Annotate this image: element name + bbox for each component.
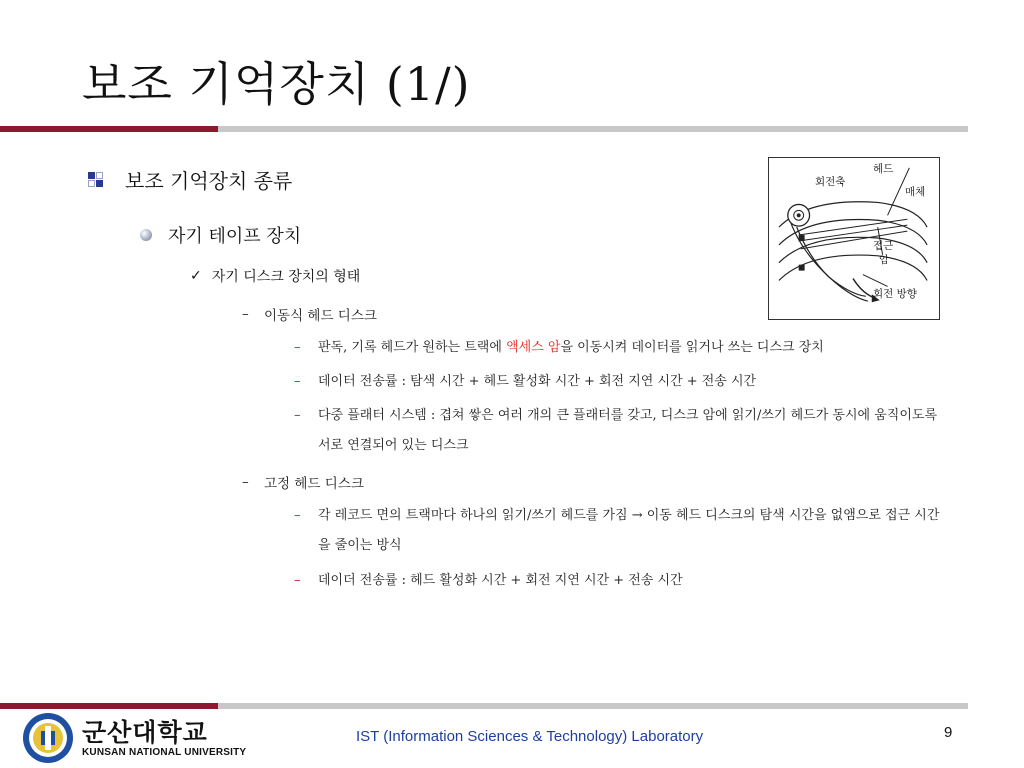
footer-lab-name: IST (Information Sciences & Technology) Laboratory bbox=[356, 728, 704, 745]
university-name bbox=[82, 719, 246, 758]
section-heading-fixed-head bbox=[242, 472, 364, 492]
bullet-level1-text: 보조 기억장치 종류 bbox=[125, 169, 293, 193]
highlight-access-arm: 액세스 암 bbox=[506, 340, 561, 355]
diagram-label-spindle: 회전축 bbox=[815, 176, 846, 188]
dash-bullet: – bbox=[242, 474, 249, 490]
bullet-level2 bbox=[140, 222, 301, 248]
title-divider-accent bbox=[0, 126, 218, 132]
square-bullet-icon bbox=[88, 172, 103, 187]
slide-title: 보조 기억장치 (1/) bbox=[82, 57, 471, 111]
dash-bullet: – bbox=[294, 340, 301, 355]
bullet-level3 bbox=[190, 266, 360, 286]
diagram-label-media: 매체 bbox=[905, 186, 926, 198]
university-name-korean: 군산대학교 bbox=[82, 717, 208, 747]
section-heading-text: 고정 헤드 디스크 bbox=[264, 476, 364, 492]
text-part: 판독, 기록 헤드가 원하는 트랙에 bbox=[318, 340, 507, 355]
dash-bullet: – bbox=[294, 573, 301, 588]
bullet-level3-text: 자기 디스크 장치의 형태 bbox=[211, 269, 361, 285]
title-divider bbox=[0, 126, 968, 132]
footer-divider-accent bbox=[0, 703, 218, 709]
university-seal-icon bbox=[22, 712, 74, 764]
dash-bullet: – bbox=[294, 408, 301, 423]
list-item-text: 데이더 전송률 : 헤드 활성화 시간 + 회전 지연 시간 + 전송 시간 bbox=[318, 573, 683, 588]
bullet-level2-text: 자기 테이프 장치 bbox=[168, 226, 302, 247]
checkmark-icon: ✓ bbox=[190, 268, 202, 284]
dash-bullet: – bbox=[242, 306, 249, 322]
diagram-label-head: 헤드 bbox=[873, 163, 894, 175]
page-number: 9 bbox=[944, 724, 953, 741]
disk-diagram bbox=[768, 157, 940, 320]
diagram-label-arm-2: 암 bbox=[879, 254, 890, 266]
list-item-text: 다중 플래터 시스템 : 겹쳐 쌓은 여러 개의 큰 플래터를 갖고, 디스크 암에 읽기/쓰기 헤드가 동시에 움직이도록 서로 연결되어 있는 디스크 bbox=[318, 408, 938, 453]
list-item-text bbox=[318, 333, 950, 363]
round-bullet-icon bbox=[140, 229, 152, 241]
text-part: 을 이동시켜 데이터를 읽거나 쓰는 디스크 장치 bbox=[560, 340, 824, 355]
section-heading-text: 이동식 헤드 디스크 bbox=[264, 308, 377, 324]
list-item-text: 각 레코드 면의 트랙마다 하나의 읽기/쓰기 헤드를 가짐 → 이동 헤드 디스크의 탐색 시간을 없앰으로 접근 시간을 줄이는 방식 bbox=[318, 508, 940, 553]
university-logo bbox=[22, 712, 246, 764]
list-item-text: 데이터 전송률 : 탐색 시간 + 헤드 활성화 시간 + 회전 지연 시간 + 전송 시간 bbox=[318, 374, 757, 389]
university-name-english: KUNSAN NATIONAL UNIVERSITY bbox=[82, 746, 247, 758]
bullet-level1 bbox=[88, 165, 292, 194]
dash-bullet: – bbox=[294, 508, 301, 523]
section-heading-moving-head bbox=[242, 304, 377, 324]
footer-divider bbox=[0, 703, 968, 709]
dash-bullet: – bbox=[294, 374, 301, 389]
diagram-label-rotation: 회전 방향 bbox=[873, 288, 917, 300]
diagram-label-arm-1: 접근 bbox=[873, 240, 894, 252]
